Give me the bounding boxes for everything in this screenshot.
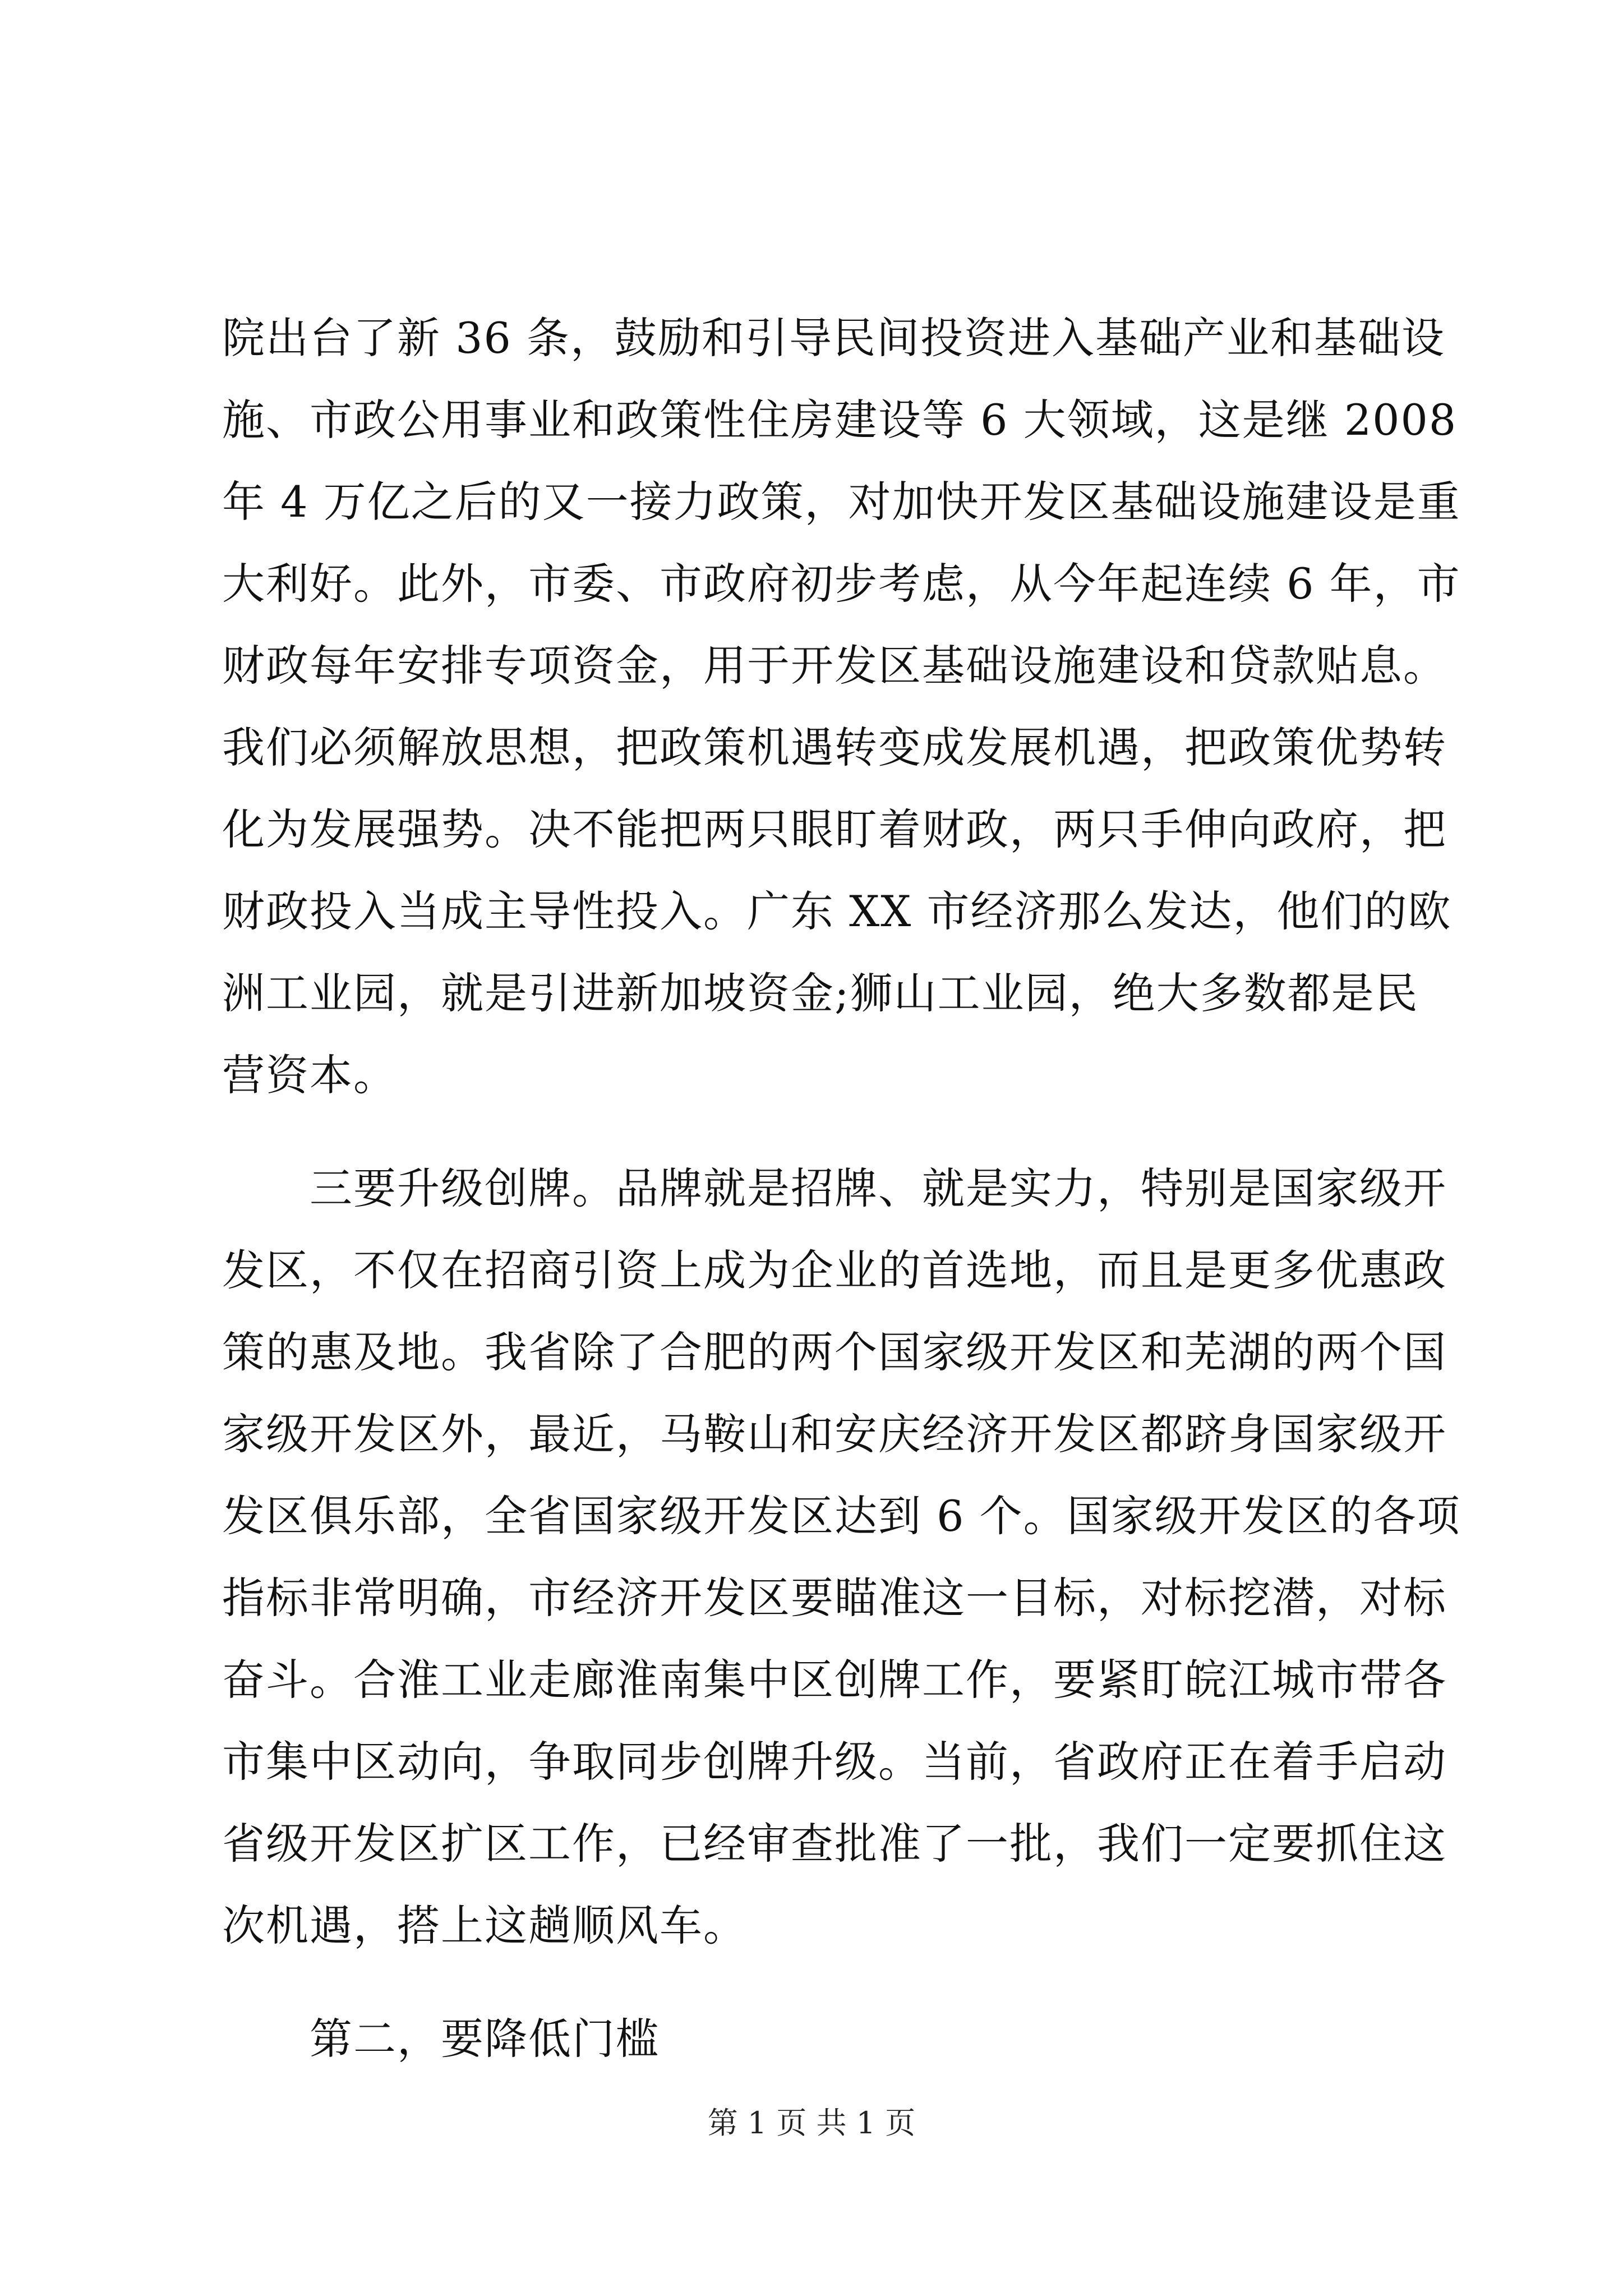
text-line: 发区俱乐部，全省国家级开发区达到 6 个。国家级开发区的各项 (222, 1491, 1461, 1541)
paragraph-start-line: 三要升级创牌。品牌就是招牌、就是实力，特别是国家级开 (222, 1163, 1447, 1213)
text-line: 家级开发区外，最近，马鞍山和安庆经济开发区都跻身国家级开 (222, 1409, 1447, 1459)
text-line: 指标非常明确，市经济开发区要瞄准这一目标，对标挖潜，对标 (222, 1573, 1447, 1623)
text-line: 洲工业园，就是引进新加坡资金;狮山工业园，绝大多数都是民 (222, 968, 1419, 1018)
text-line: 市集中区动向，争取同步创牌升级。当前，省政府正在着手启动 (222, 1737, 1447, 1787)
text-line: 发区，不仅在招商引资上成为企业的首选地，而且是更多优惠政 (222, 1245, 1447, 1295)
page-footer: 第 1 页 共 1 页 (707, 2105, 916, 2141)
text-line: 施、市政公用事业和政策性住房建设等 6 大领域，这是继 2008 (222, 395, 1458, 445)
body-text (222, 297, 1461, 2080)
text-line: 我们必须解放思想，把政策机遇转变成发展机遇，把政策优势转 (222, 723, 1447, 772)
section-heading: 第二，要降低门槛 (222, 2014, 660, 2064)
text-line: 大利好。此外，市委、市政府初步考虑，从今年起连续 6 年，市 (222, 559, 1461, 609)
text-line: 省级开发区扩区工作，已经审查批准了一批，我们一定要抓住这 (222, 1819, 1447, 1869)
paragraph-gap (222, 1116, 1428, 1148)
text-line: 院出台了新 36 条，鼓励和引导民间投资进入基础产业和基础设 (222, 313, 1446, 363)
text-line: 财政投入当成主导性投入。广东 XX 市经济那么发达，他们的欧 (222, 886, 1452, 936)
text-line: 奋斗。合淮工业走廊淮南集中区创牌工作，要紧盯皖江城市带各 (222, 1655, 1447, 1705)
paragraph-gap (222, 1967, 1428, 1998)
text-line: 策的惠及地。我省除了合肥的两个国家级开发区和芜湖的两个国 (222, 1327, 1447, 1377)
text-line: 财政每年安排专项资金，用于开发区基础设施建设和贷款贴息。 (222, 641, 1447, 691)
text-line: 次机遇，搭上这趟顺风车。 (222, 1901, 747, 1950)
text-line: 营资本。 (222, 1050, 397, 1100)
text-line: 化为发展强势。决不能把两只眼盯着财政，两只手伸向政府，把 (222, 804, 1447, 854)
text-line: 年 4 万亿之后的又一接力政策，对加快开发区基础设施建设是重 (222, 477, 1461, 527)
